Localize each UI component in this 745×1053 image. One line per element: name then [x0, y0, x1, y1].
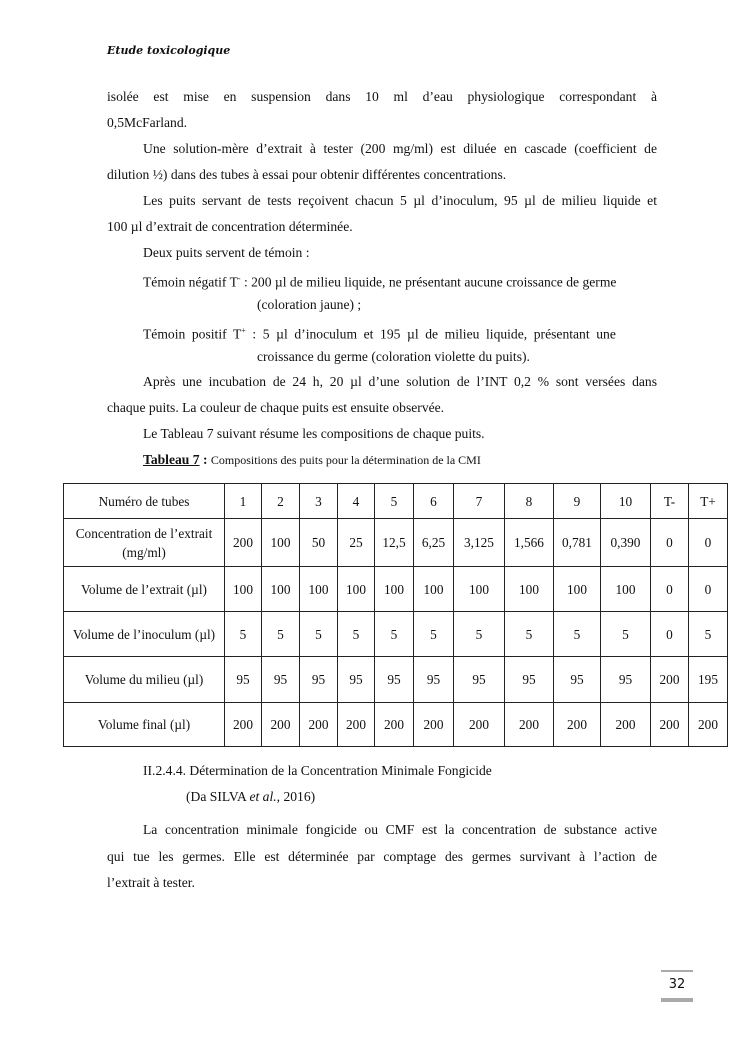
table-cell: 95 [300, 657, 338, 703]
table-cell: 200 [414, 703, 454, 747]
row-header-cell: Concentration de l’extrait (mg/ml) [64, 519, 225, 567]
table-cell: 5 [262, 612, 300, 657]
text: : 200 µl de milieu liquide, ne présentant aucune croissance de germe [240, 274, 617, 290]
table-cell: 5 [454, 612, 505, 657]
text-line: isolée est mise en suspension dans 10 ml d’eau physiologique correspondant à [107, 89, 657, 104]
table-cell: 95 [601, 657, 651, 703]
table-cell: 200 [651, 703, 689, 747]
text-line: l’extrait à tester. [107, 875, 195, 890]
table-cell: 5 [505, 612, 554, 657]
table-cell: 50 [300, 519, 338, 567]
table-cell: 200 [454, 703, 505, 747]
text-line: Les puits servant de tests reçoivent chacun 5 µl d’inoculum, 95 µl de milieu liquide et [143, 193, 657, 208]
table-row [64, 703, 728, 747]
text-line: Une solution-mère d’extrait à tester (200 mg/ml) est diluée en cascade (coefficient de [143, 141, 657, 156]
table-cell: 95 [414, 657, 454, 703]
text-line [143, 270, 657, 292]
table-cell: 100 [225, 567, 262, 612]
table-cell: 0 [689, 567, 728, 612]
text-line: 0,5McFarland. [107, 115, 188, 130]
row-header-cell: Volume final (µl) [64, 703, 225, 747]
table-cell: 95 [375, 657, 414, 703]
table-cell: 5 [375, 484, 414, 519]
table-cell: 100 [414, 567, 454, 612]
row-header-cell: Volume de l’inoculum (µl) [64, 612, 225, 657]
table-cell: 0 [651, 612, 689, 657]
caption-colon: : [199, 452, 211, 467]
table-cell: 5 [375, 612, 414, 657]
table-row [64, 567, 728, 612]
table-row [64, 657, 728, 703]
text-line: La concentration minimale fongicide ou CMF est la concentration de substance active [143, 822, 657, 837]
caption-label: Tableau 7 [143, 452, 200, 467]
table-cell: 100 [300, 567, 338, 612]
table-cell: 3 [300, 484, 338, 519]
text-line: dilution ½) dans des tubes à essai pour obtenir différentes concentrations. [107, 167, 507, 182]
row-header-cell: Volume de l’extrait (µl) [64, 567, 225, 612]
text-line: Après une incubation de 24 h, 20 µl d’une solution de l’INT 0,2 % sont versées dans [143, 374, 657, 389]
table-cell: 7 [454, 484, 505, 519]
table-cell: 100 [554, 567, 601, 612]
table-cell: 200 [651, 657, 689, 703]
table-row [64, 519, 728, 567]
table-cell: 5 [689, 612, 728, 657]
table-cell: 6,25 [414, 519, 454, 567]
table-cell: 0 [651, 519, 689, 567]
text-line [143, 322, 657, 344]
section-title: II.2.4.4. Détermination de la Concentration Minimale Fongicide [143, 763, 492, 778]
text: : 5 µl d’inoculum et 195 µl de milieu liquide, présentant une [245, 326, 616, 342]
table-cell: 200 [375, 703, 414, 747]
table-cell: 25 [338, 519, 375, 567]
table-cell: 0,390 [601, 519, 651, 567]
text-line: 100 µl d’extrait de concentration déterminée. [107, 219, 353, 234]
table-cell: 200 [601, 703, 651, 747]
table-cell: 4 [338, 484, 375, 519]
text-line: chaque puits. La couleur de chaque puits est ensuite observée. [107, 400, 445, 415]
running-header: Etude toxicologique [107, 44, 231, 57]
table-cell: 5 [554, 612, 601, 657]
table-cell: 8 [505, 484, 554, 519]
table-cell: 200 [225, 703, 262, 747]
table-cell: 0,781 [554, 519, 601, 567]
text: et al. [249, 789, 277, 804]
page-number: 32 [661, 970, 693, 1002]
section-reference [186, 788, 736, 806]
table-cell: 5 [225, 612, 262, 657]
table-cell: 5 [601, 612, 651, 657]
superscript: + [241, 326, 246, 335]
table-cell: 0 [651, 567, 689, 612]
table-cell: 95 [262, 657, 300, 703]
text: Témoin positif T [143, 326, 242, 342]
text: (Da SILVA [186, 789, 250, 804]
table-cell: 95 [454, 657, 505, 703]
table-row [64, 612, 728, 657]
table-cell: 100 [454, 567, 505, 612]
table-cell: 100 [262, 567, 300, 612]
table-cell: 95 [225, 657, 262, 703]
text-line: (coloration jaune) ; [257, 297, 362, 312]
table-caption [143, 451, 481, 469]
table-cell: 200 [262, 703, 300, 747]
table-cell: 1 [225, 484, 262, 519]
table-cell: 200 [225, 519, 262, 567]
table-cell: 10 [601, 484, 651, 519]
table-cell: 5 [338, 612, 375, 657]
table-cell: 195 [689, 657, 728, 703]
text: , 2016) [276, 789, 316, 804]
table-cell: 200 [505, 703, 554, 747]
table-cell: 2 [262, 484, 300, 519]
table-cell: 5 [414, 612, 454, 657]
table-cell: 200 [689, 703, 728, 747]
composition-table [63, 483, 728, 747]
table-cell: 100 [338, 567, 375, 612]
table-cell: 200 [338, 703, 375, 747]
superscript: - [237, 274, 241, 283]
caption-text: Compositions des puits pour la détermination de la CMI [210, 453, 481, 467]
table-cell: 9 [554, 484, 601, 519]
table-cell: 100 [505, 567, 554, 612]
text-line: croissance du germe (coloration violette du puits). [257, 349, 530, 364]
text: Témoin négatif T [143, 274, 238, 290]
table-cell: 12,5 [375, 519, 414, 567]
text-line: qui tue les germes. Elle est déterminée par comptage des germes survivant à l’action de [107, 849, 657, 864]
row-header-cell: Volume du milieu (µl) [64, 657, 225, 703]
text-line: Deux puits servent de témoin : [143, 245, 310, 260]
table-cell: 6 [414, 484, 454, 519]
table-cell: 1,566 [505, 519, 554, 567]
table-cell: T- [651, 484, 689, 519]
table-cell: 100 [262, 519, 300, 567]
table-cell: 95 [505, 657, 554, 703]
row-header-cell: Numéro de tubes [64, 484, 225, 519]
table-cell: 3,125 [454, 519, 505, 567]
table-cell: 100 [375, 567, 414, 612]
table-cell: 95 [338, 657, 375, 703]
table-cell: 200 [300, 703, 338, 747]
text-line: Le Tableau 7 suivant résume les compositions de chaque puits. [143, 426, 485, 441]
table-cell: 100 [601, 567, 651, 612]
table-cell: 0 [689, 519, 728, 567]
table-cell: 95 [554, 657, 601, 703]
table-cell: 5 [300, 612, 338, 657]
table-cell: 200 [554, 703, 601, 747]
table-cell: T+ [689, 484, 728, 519]
table-row [64, 484, 728, 519]
